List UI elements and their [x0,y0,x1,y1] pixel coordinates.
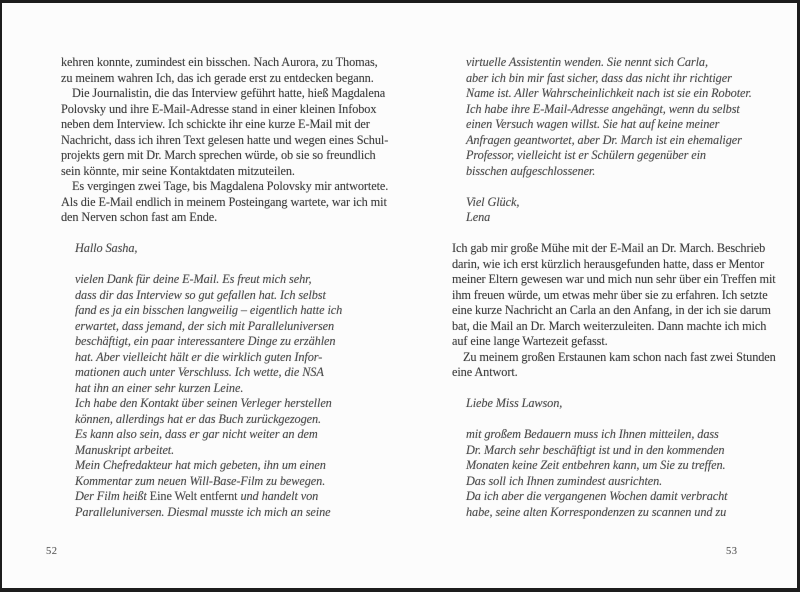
left-page-text-column [61,55,403,520]
text-line: bisschen aufgeschlossener. [466,163,596,178]
text-line: hat ihn an einer sehr kurzen Leine. [75,380,244,395]
text-line: neben dem Interview. Ich schickte ihr eine kurze E-Mail mit der [61,117,370,131]
text-line: Ich habe ihre E-Mail-Adresse angehängt, wenn du selbst [466,101,740,116]
text-line: Zu meinem großen Erstaunen kam schon nach fast zwei Stunden [463,349,776,364]
text-line: Ich gab mir große Mühe mit der E-Mail an Dr. March. Beschrieb [452,241,766,255]
text-line: Anfragen geantwortet, aber Dr. March ist ein ehemaliger [466,132,742,147]
blank-line [452,412,799,428]
blank-line [452,226,799,242]
blank-line [61,226,403,242]
text-line: Manuskript arbeitet. [75,442,175,457]
text-line: dass dir das Interview so gut gefallen hat. Ich selbst [75,287,326,302]
text-line: den Nerven schon fast am Ende. [61,210,218,224]
text-line: Es vergingen zwei Tage, bis Magdalena Polovsky mir antwortete. [72,179,389,193]
film-title-roman-text: Eine Welt entfernt [149,489,238,503]
text-line: Paralleluniversen. Diesmal musste ich mich an seine [75,504,331,519]
text-line: einen Versuch wagen willst. Sie hat auf keine meiner [466,117,720,131]
blank-line [452,179,799,195]
text-line: aber ich bin mir fast sicher, dass das nicht ihr richtiger [466,70,732,85]
text-line: hat. Aber vielleicht hält er die wirklich guten Infor- [75,349,323,364]
text-line: mationen auch unter Verschluss. Ich wette, die NSA [75,365,324,379]
text-line: kehren konnte, zumindest ein bisschen. Nach Aurora, zu Thomas, [61,55,378,69]
text-line: beschäftigt, ein paar interessantere Dinge zu erzählen [75,334,336,348]
text-line: Professor, vielleicht ist er Schülern gegenüber ein [466,148,706,162]
text-line: meiner Eltern gewesen war und mich nun sehr über ein Treffen mit [452,272,776,286]
page-number-right: 53 [726,546,738,557]
page-number-left: 52 [46,546,58,557]
text-line: eine kurze Nachricht an Carla an den Anfang, in der ich sie darum [452,303,771,317]
text-line: fand es ja ein bisschen langweilig – eigentlich hatte ich [75,303,343,317]
text-line: Nachricht, dass ich ihren Text gelesen hatte und wegen eines Schul- [61,132,389,147]
text-line: sein könnte, mir seine Kontaktdaten mitzuteilen. [61,163,295,178]
text-line: Viel Glück, [466,194,520,209]
text-line: virtuelle Assistentin wenden. Sie nennt sich Carla, [466,55,708,69]
text-line: Dr. March sehr beschäftigt ist und in den kommenden [466,442,725,457]
text-line: erwartet, dass jemand, der sich mit Paralleluniversen [75,318,335,333]
text-line: Ich habe den Kontakt über seinen Verleger herstellen [75,396,332,410]
text-line: mit großem Bedauern muss ich Ihnen mitteilen, dass [466,427,719,441]
text-line: Name ist. Aller Wahrscheinlichkeit nach ist sie ein Roboter. [466,86,752,100]
text-line: Lena [466,210,491,224]
text-line: vielen Dank für deine E-Mail. Es freut mich sehr, [75,272,312,286]
text-line: projekts gern mit Dr. March sprechen würde, ob sie so freundlich [61,148,376,162]
text-line: Das soll ich Ihnen zumindest ausrichten. [466,473,663,488]
text-line: Als die E-Mail endlich in meinem Posteingang wartete, war ich mit [61,194,387,209]
text-line [61,489,403,505]
text-line: Da ich aber die vergangenen Wochen damit verbracht [466,489,728,503]
text-line: Polovsky und ihre E-Mail-Adresse stand in einer kleinen Infobox [61,101,377,116]
text-line: Mein Chefredakteur hat mich gebeten, ihn um einen [75,458,326,472]
text-line: Es kann also sein, dass er gar nicht weiter an dem [75,427,318,441]
text-line: Die Journalistin, die das Interview geführt hatte, hieß Magdalena [72,86,386,100]
text-line: zu meinem wahren Ich, das ich gerade erst zu entdecken begann. [61,70,374,85]
blank-line [61,257,403,273]
text-line: bat, die Mail an Dr. March weiterzuleiten. Dann machte ich mich [452,318,767,333]
text-line: habe, seine alten Korrespondenzen zu scannen und zu [466,504,727,519]
text-line: darin, wie ich erst kürzlich herausgefunden hatte, dass er Mentor [452,256,765,271]
text-line: Kommentar zum neuen Will-Base-Film zu bewegen. [75,473,326,488]
letter-text-segment: und handelt von [237,489,319,503]
text-line: Monaten keine Zeit entbehren kann, um Sie zu treffen. [466,458,726,472]
text-line: ihm freuen würde, um etwas mehr über sie zu erfahren. Ich setzte [452,287,768,302]
text-line: Hallo Sasha, [75,241,138,255]
text-line: eine Antwort. [452,365,518,379]
text-line: auf eine lange Wartezeit gefasst. [452,334,608,348]
text-line: Liebe Miss Lawson, [466,396,563,410]
blank-line [452,381,799,397]
right-page-text-column [452,55,799,520]
letter-text-segment: Der Film heißt [75,489,150,503]
text-line: können, allerdings hat er das Buch zurückgezogen. [75,411,322,426]
